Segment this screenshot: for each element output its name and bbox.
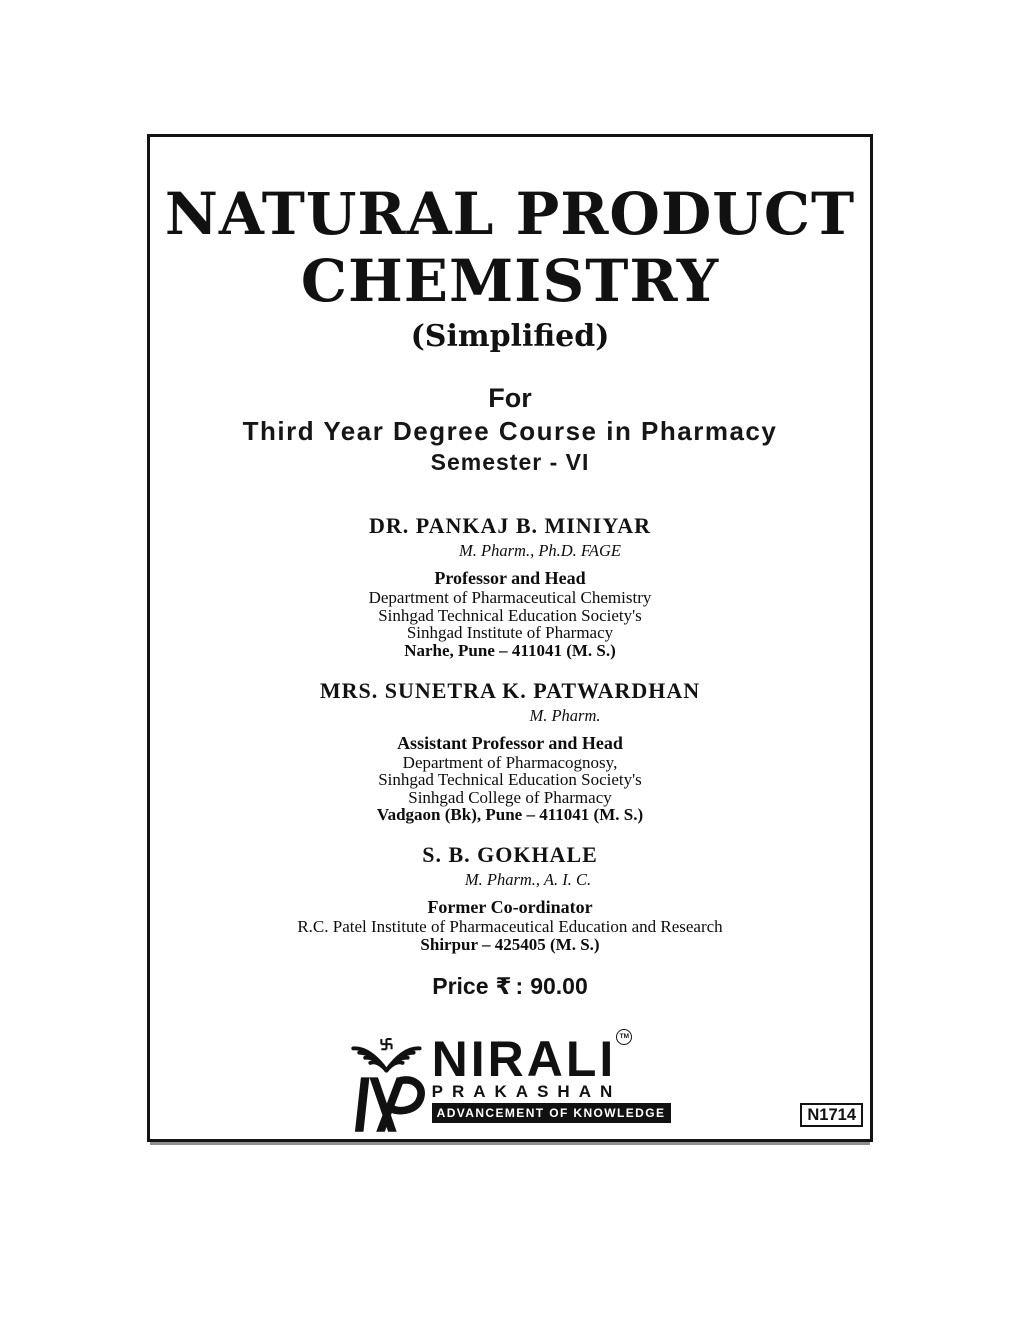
publisher-logo-mark-icon [349,1035,429,1135]
author-block-2 [150,678,870,825]
publisher-name [431,1030,629,1087]
trademark-symbol: TM [616,1029,632,1045]
for-label: For [488,383,532,413]
book-title-line1: NATURAL PRODUCT [164,180,856,248]
author-role: Assistant Professor and Head [397,732,623,753]
author-address: Vadgaon (Bk), Pune – 411041 (M. S.) [376,805,644,824]
publisher-wordmark [431,1030,672,1123]
author-block-3 [150,842,870,954]
np-monogram [355,1077,421,1131]
author-address: Narhe, Pune – 411041 (M. S.) [404,640,616,660]
author-name: MRS. SUNETRA K. PATWARDHAN [319,677,701,703]
authors-section [150,513,870,954]
author-org-line: Sinhgad College of Pharmacy [408,787,612,807]
author-role: Former Co-ordinator [427,897,593,917]
author-org-line: R.C. Patel Institute of Pharmaceutical Education and Research [297,917,723,936]
course-block [150,383,870,475]
author-qualification: M. Pharm. [529,705,601,725]
page-border-frame [147,134,873,1142]
author-org-line: Sinhgad Technical Education Society's [378,605,642,625]
publisher-tagline: ADVANCEMENT OF KNOWLEDGE [432,1103,672,1123]
book-subtitle: (Simplified) [410,319,610,354]
price-label: Price [432,972,489,999]
price-separator: : [515,972,524,999]
publisher-logo [150,1030,870,1135]
author-name: DR. PANKAJ B. MINIYAR [369,513,651,538]
book-title-line2: CHEMISTRY [300,247,720,315]
book-code-badge: N1714 [800,1103,863,1127]
book-title [150,181,870,315]
price-line [150,972,870,1001]
author-block-1 [150,513,870,660]
price-amount: 90.00 [530,972,588,999]
course-name: Third Year Degree Course in Pharmacy [242,416,778,446]
swastika-icon [378,1035,395,1052]
semester-label: Semester - VI [430,449,590,475]
author-org-line: Department of Pharmaceutical Chemistry [368,588,652,607]
author-address: Shirpur – 425405 (M. S.) [420,934,600,954]
author-role: Professor and Head [434,568,586,588]
author-org-line: Sinhgad Technical Education Society's [378,770,642,789]
publisher-subname: PRAKASHAN [431,1081,622,1101]
publisher-name-text: NIRALI [431,1030,617,1087]
author-name: S. B. GOKHALE [422,842,598,867]
rupee-symbol: ₹ [495,973,512,1000]
author-org-line: Department of Pharmacognosy, [402,752,618,772]
author-qualification: M. Pharm., Ph.D. FAGE [459,541,621,560]
author-org-line: Sinhgad Institute of Pharmacy [406,623,614,642]
author-qualification: M. Pharm., A. I. C. [464,870,592,889]
